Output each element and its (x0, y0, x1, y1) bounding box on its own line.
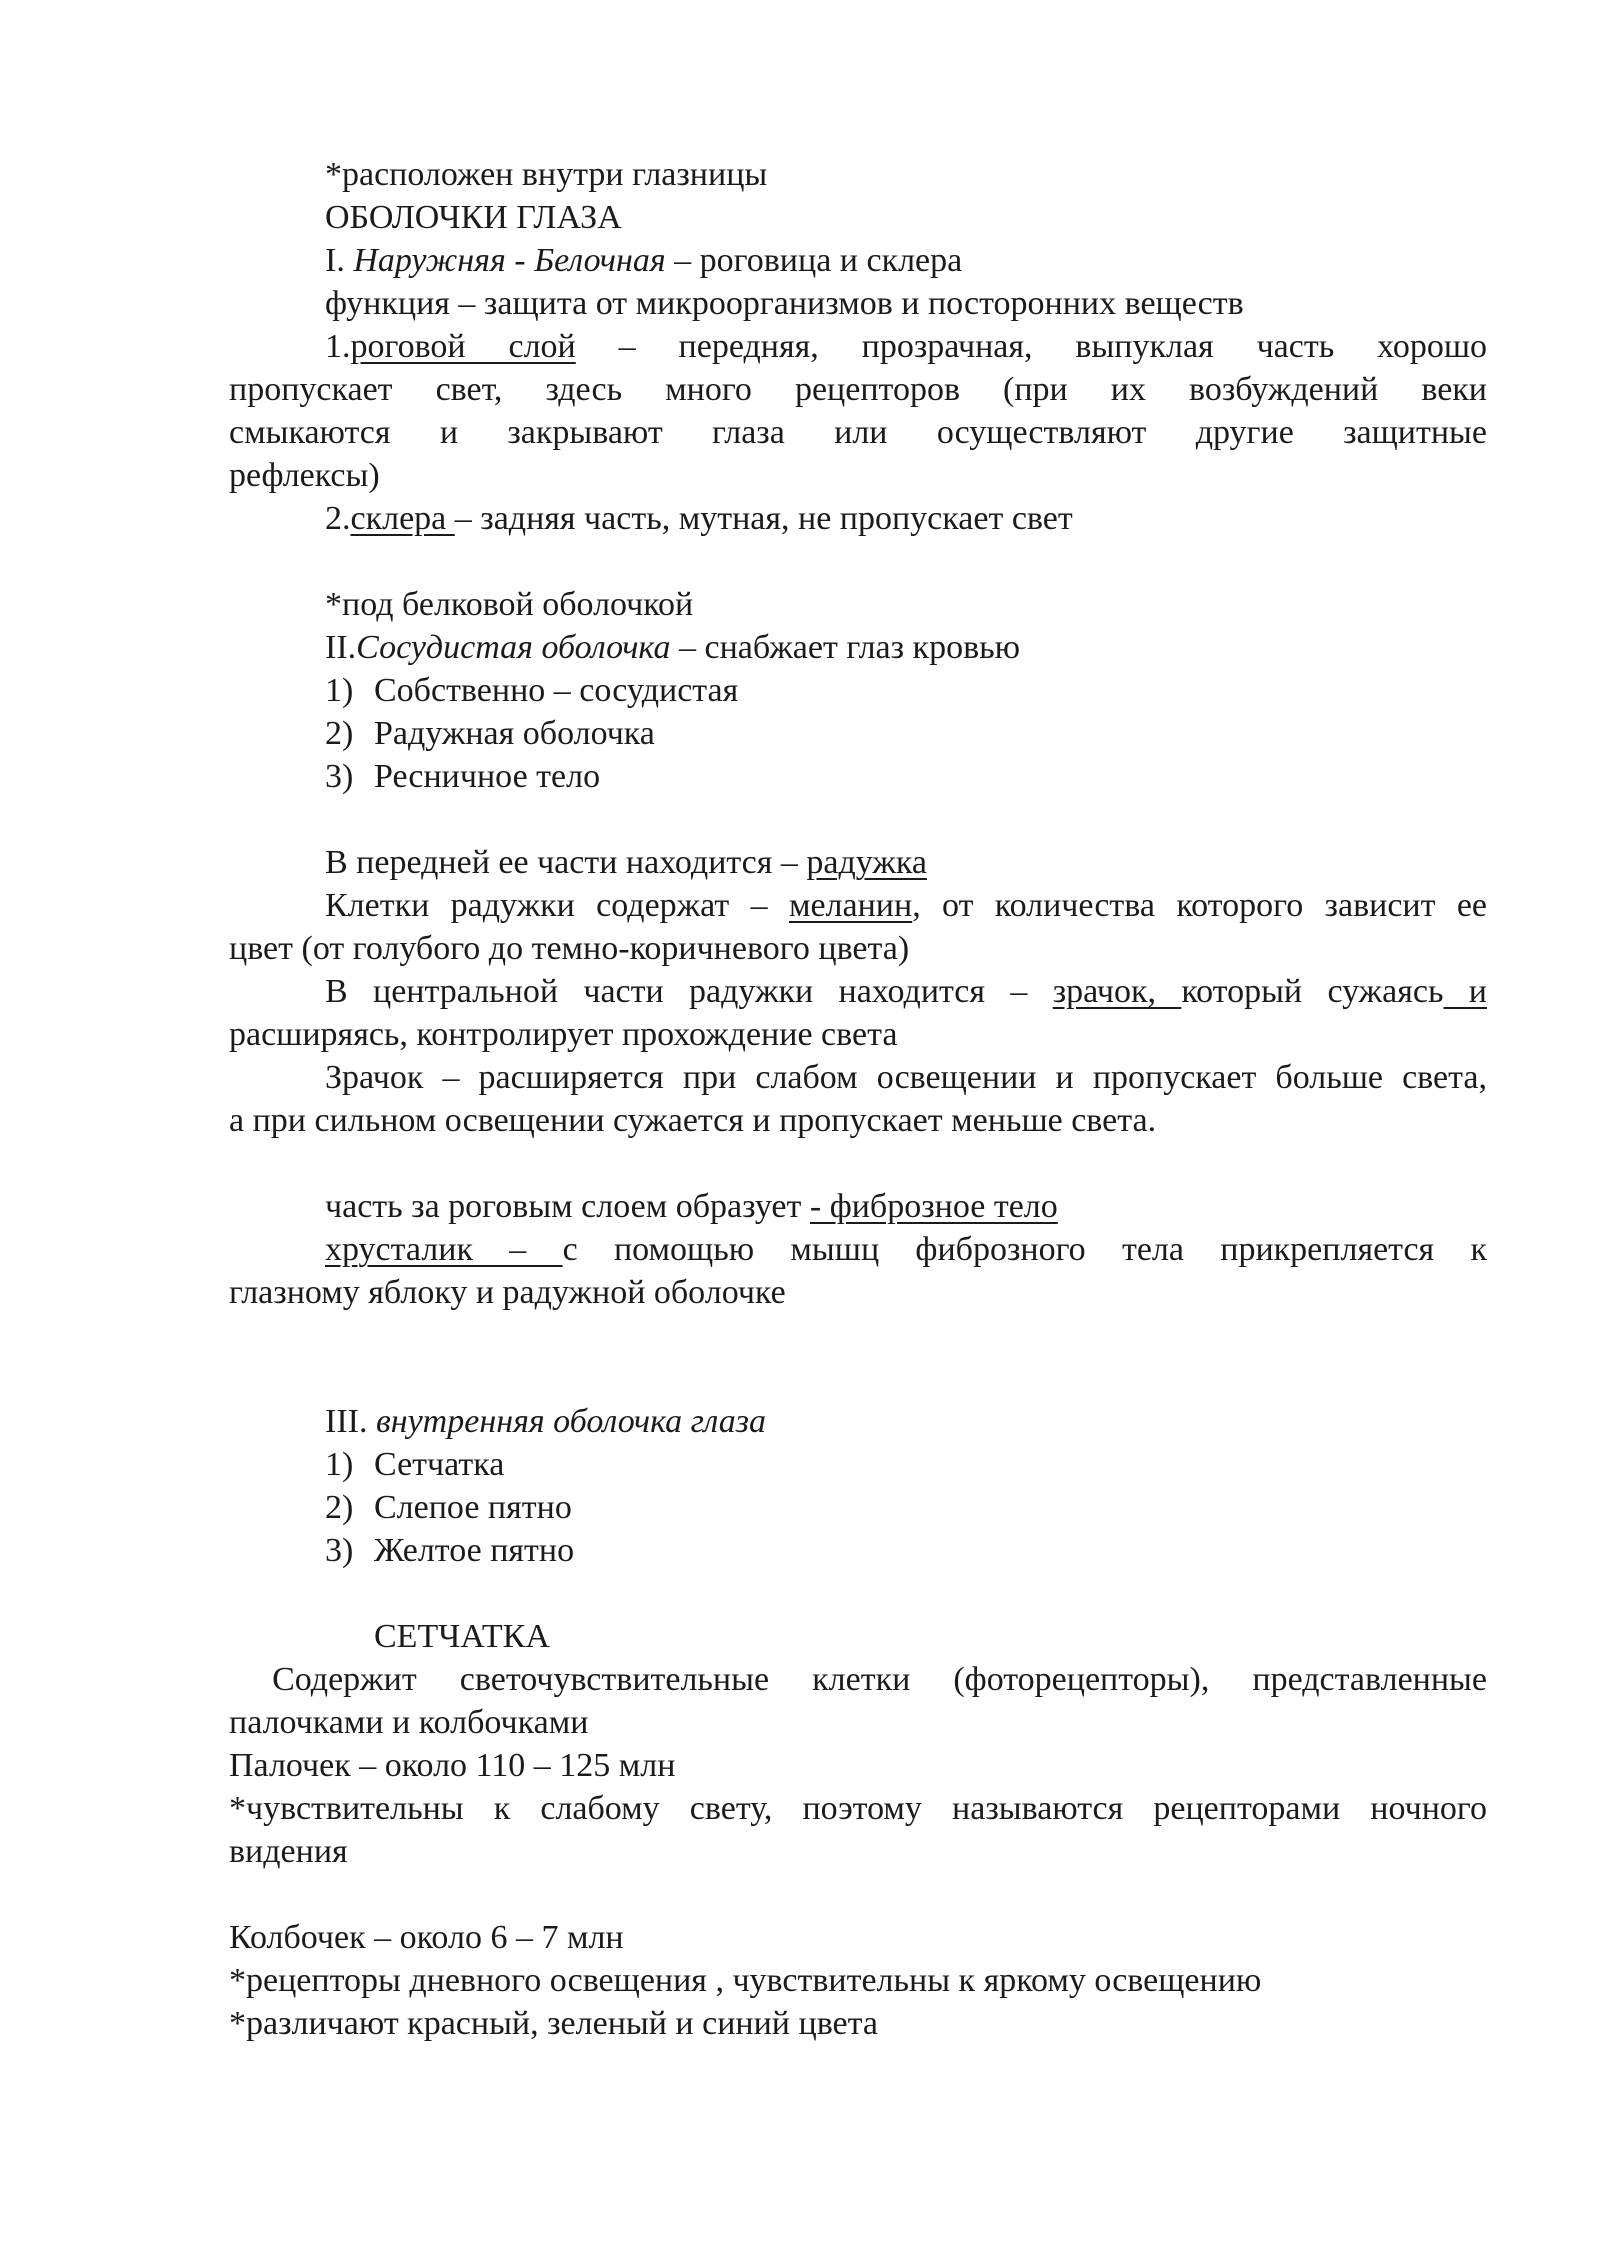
pupil-text: В центральной части радужки находится – (325, 973, 1053, 1010)
iris-line-3 (229, 927, 1487, 971)
pupil-term: и (1443, 973, 1487, 1010)
roman-numeral: I. (325, 242, 354, 279)
fibrous-body-term: - фиброзное тело (809, 1188, 1058, 1225)
cornea-line-3 (229, 411, 1487, 455)
roman-numeral: II. (325, 629, 357, 666)
list-item (325, 1443, 1487, 1487)
iris-text: В передней ее части находится – (325, 844, 807, 881)
list-item-text: Радужная оболочка (374, 715, 655, 752)
list-item-text: Слепое пятно (374, 1489, 572, 1526)
pupil-text: а при сильном освещении сужается и пропускает меньше света. (229, 1102, 1157, 1139)
vascular-heading (325, 626, 1487, 670)
membranes-heading-text: ОБОЛОЧКИ ГЛАЗА (325, 199, 622, 236)
sclera-text: – задняя часть, мутная, не пропускает свет (454, 500, 1073, 537)
rods-note-text: *чувствительны к слабому свету, поэтому называются рецепторами ночного (229, 1790, 1487, 1827)
rods-note-text: видения (229, 1833, 348, 1870)
sclera-line (325, 497, 1487, 541)
pupil-line-4 (229, 1099, 1487, 1143)
melanin-term: меланин (788, 887, 913, 924)
list-item-text: Собственно – сосудистая (374, 672, 739, 709)
cornea-text: рефлексы) (229, 457, 380, 494)
eye-location-line (325, 153, 1487, 197)
lens-line-3 (229, 1271, 1487, 1315)
vascular-note-text: *под белковой оболочкой (325, 586, 694, 623)
cornea-text: – передняя, прозрачная, выпуклая часть хорошо (575, 328, 1487, 365)
cornea-line-1 (325, 325, 1487, 369)
vascular-title: Сосудистая оболочка (356, 629, 671, 666)
iris-line-2 (325, 884, 1487, 928)
cones-note-line-2 (229, 2002, 1487, 2046)
list-number: 3) (325, 1532, 354, 1569)
iris-text: , от количества которого зависит ее (912, 887, 1487, 924)
cornea-term: роговой слой (350, 328, 576, 365)
list-item-text: Желтое пятно (374, 1532, 575, 1569)
list-item (325, 669, 1487, 713)
vascular-desc: – снабжает глаз кровью (670, 629, 1021, 666)
retina-line-1 (229, 1658, 1487, 1702)
sclera-term: склера (350, 500, 455, 537)
outer-membrane-title: Наружняя - Белочная (353, 242, 666, 279)
vascular-note-line (325, 583, 1487, 627)
rods-note-line-2 (229, 1830, 1487, 1874)
list-item-text: Ресничное тело (374, 758, 601, 795)
cones-note-line-1 (229, 1959, 1487, 2003)
iris-term: радужка (806, 844, 927, 881)
lens-text: с помощью мышц фиброзного тела прикрепляется к (562, 1231, 1487, 1268)
cones-note-text: *различают красный, зеленый и синий цвета (229, 2005, 879, 2042)
list-number: 2) (325, 1489, 354, 1526)
membranes-heading (325, 196, 1487, 240)
cornea-text: смыкаются и закрывают глаза или осуществляют другие защитные (229, 414, 1487, 451)
pupil-term: зрачок, (1052, 973, 1182, 1010)
pupil-text: расширяясь, контролирует прохождение света (229, 1016, 898, 1053)
list-number: 2) (325, 715, 354, 752)
eye-location-text: *расположен внутри глазницы (325, 156, 768, 193)
list-item (325, 712, 1487, 756)
rods-note-line-1 (229, 1787, 1487, 1831)
inner-membrane-heading (325, 1400, 1487, 1444)
pupil-line-3 (325, 1056, 1487, 1100)
list-number: 3) (325, 758, 354, 795)
retina-heading-text: СЕТЧАТКА (374, 1618, 550, 1655)
cones-line (229, 1916, 1487, 1960)
iris-text: Клетки радужки содержат – (325, 887, 789, 924)
iris-text: цвет (от голубого до темно-коричневого цвета) (229, 930, 910, 967)
list-item (325, 1486, 1487, 1530)
list-item (325, 755, 1487, 799)
list-item-text: Сетчатка (374, 1446, 505, 1483)
pupil-line-2 (229, 1013, 1487, 1057)
lens-text: глазному яблоку и радужной оболочке (229, 1274, 786, 1311)
inner-membrane-title: внутренняя оболочка глаза (375, 1403, 766, 1440)
list-number: 1) (325, 672, 354, 709)
retina-text: палочками и колбочками (229, 1704, 589, 1741)
outer-membrane-desc: – роговица и склера (665, 242, 963, 279)
cornea-line-4 (229, 454, 1487, 498)
outer-membrane-heading (325, 239, 1487, 283)
lens-text: часть за роговым слоем образует (325, 1188, 810, 1225)
list-number: 1) (325, 1446, 354, 1483)
list-item (325, 1529, 1487, 1573)
retina-line-2 (229, 1701, 1487, 1745)
iris-line-1 (325, 841, 1487, 885)
lens-line-1 (325, 1185, 1487, 1229)
roman-numeral: III. (325, 1403, 376, 1440)
cones-note-text: *рецепторы дневного освещения , чувствительны к яркому освещению (229, 1962, 1262, 1999)
item-number: 1. (325, 328, 351, 365)
item-number: 2. (325, 500, 351, 537)
pupil-text: который сужаясь (1181, 973, 1444, 1010)
lens-line-2 (325, 1228, 1487, 1272)
cornea-line-2 (229, 368, 1487, 412)
pupil-line-1 (325, 970, 1487, 1014)
retina-heading (374, 1615, 1487, 1659)
outer-function-text: функция – защита от микроорганизмов и посторонних веществ (325, 285, 1244, 322)
outer-function-line (325, 282, 1487, 326)
cones-text: Колбочек – около 6 – 7 млн (229, 1919, 624, 1956)
rods-line (229, 1744, 1487, 1788)
lens-term: хрусталик – (325, 1231, 563, 1268)
cornea-text: пропускает свет, здесь много рецепторов (при их возбуждений веки (229, 371, 1487, 408)
pupil-text: Зрачок – расширяется при слабом освещении и пропускает больше света, (325, 1059, 1487, 1096)
rods-text: Палочек – около 110 – 125 млн (229, 1747, 676, 1784)
retina-text: Содержит светочувствительные клетки (фоторецепторы), представленные (229, 1661, 1487, 1698)
